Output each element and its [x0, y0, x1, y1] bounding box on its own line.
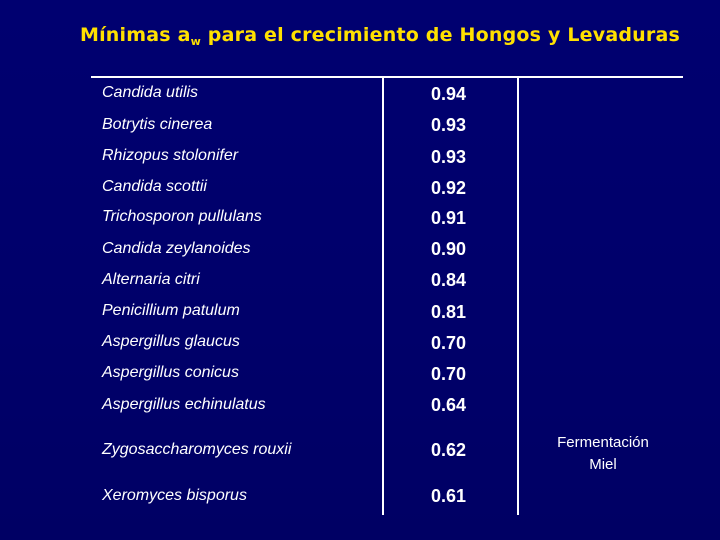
title-subscript: w	[190, 35, 201, 48]
note-line-1: Fermentación	[557, 434, 649, 451]
aw-value: 0.70	[431, 364, 467, 384]
organism-name: Botrytis cinerea	[102, 116, 213, 133]
organism-name: Candida scottii	[102, 178, 207, 195]
column-divider-2	[517, 78, 519, 515]
aw-value: 0.93	[431, 115, 467, 135]
table-top-rule	[91, 76, 683, 78]
note-line-2: Miel	[589, 456, 617, 473]
aw-value: 0.92	[431, 178, 467, 198]
aw-value: 0.70	[431, 333, 467, 353]
organism-name: Xeromyces bisporus	[102, 487, 247, 504]
aw-value: 0.81	[431, 302, 467, 322]
organism-name: Zygosaccharomyces rouxii	[102, 441, 292, 458]
organism-name: Aspergillus echinulatus	[102, 396, 266, 413]
fermentation-note	[528, 432, 678, 476]
aw-value: 0.93	[431, 147, 467, 167]
title-prefix: Mínimas a	[79, 24, 191, 46]
organism-name: Candida zeylanoides	[102, 240, 251, 257]
organism-name: Aspergillus glaucus	[102, 333, 240, 350]
organism-name: Penicillium patulum	[102, 302, 240, 319]
aw-value: 0.91	[431, 208, 467, 228]
organism-name: Trichosporon pullulans	[102, 208, 262, 225]
organism-name: Candida utilis	[102, 84, 199, 101]
aw-value: 0.61	[431, 486, 467, 506]
organism-name: Rhizopus stolonifer	[102, 147, 239, 164]
organism-name: Aspergillus conicus	[102, 364, 239, 381]
column-divider-1	[382, 78, 384, 515]
aw-value: 0.94	[431, 84, 467, 104]
organism-name: Alternaria citri	[102, 271, 200, 288]
title-suffix: para el crecimiento de Hongos y Levaduras	[200, 24, 680, 46]
aw-value: 0.84	[431, 270, 467, 290]
aw-value: 0.62	[431, 440, 467, 460]
slide-title	[0, 24, 720, 48]
aw-value: 0.90	[431, 239, 467, 259]
aw-value: 0.64	[431, 395, 467, 415]
